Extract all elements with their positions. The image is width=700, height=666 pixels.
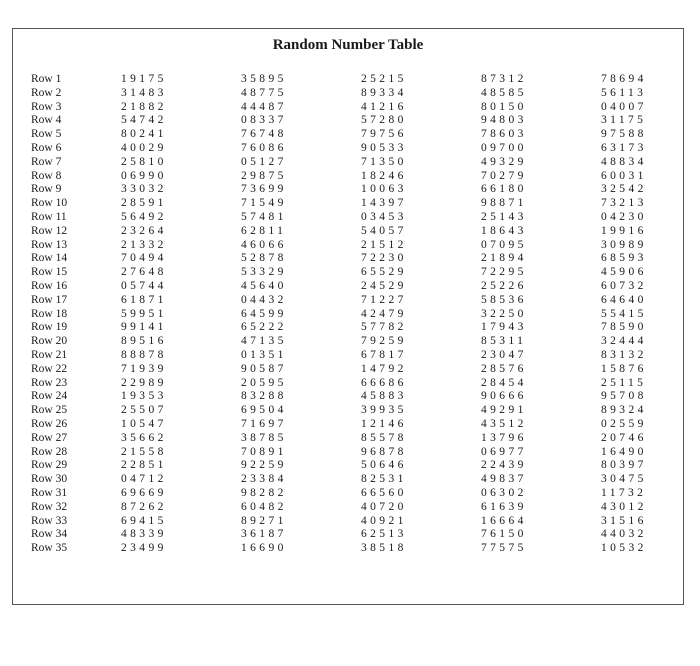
digit-block: 60732 (601, 279, 647, 292)
digit-block: 06990 (121, 169, 167, 182)
digit-block: 79756 (361, 128, 407, 141)
digit-block: 45883 (361, 390, 407, 403)
digit-block: 62811 (241, 224, 287, 237)
digit-block: 44487 (241, 100, 287, 113)
digit-block: 10547 (121, 417, 167, 430)
digit-block: 04007 (601, 100, 647, 113)
digit-block: 49837 (481, 473, 527, 486)
digit-block: 99141 (121, 321, 167, 334)
table-row (31, 87, 700, 101)
digit-block: 22851 (121, 459, 167, 472)
digit-block: 31483 (121, 86, 167, 99)
row-label: Row 11 (31, 210, 67, 223)
digit-block: 21512 (361, 238, 407, 251)
digit-block: 95708 (601, 390, 647, 403)
row-label: Row 33 (31, 514, 68, 527)
digit-block: 30475 (601, 473, 647, 486)
table-row (31, 114, 700, 128)
digit-block: 68593 (601, 252, 647, 265)
digit-block: 43012 (601, 500, 647, 513)
table-row (31, 280, 700, 294)
digit-block: 21332 (121, 238, 167, 251)
digit-block: 61639 (481, 500, 527, 513)
row-label: Row 7 (31, 155, 62, 168)
digit-block: 47135 (241, 335, 287, 348)
digit-block: 23264 (121, 224, 167, 237)
digit-block: 48834 (601, 155, 647, 168)
digit-block: 54057 (361, 224, 407, 237)
digit-block: 18246 (361, 169, 407, 182)
row-label: Row 31 (31, 486, 68, 499)
digit-block: 38518 (361, 542, 407, 555)
digit-block: 20595 (241, 376, 287, 389)
digit-block: 32250 (481, 307, 527, 320)
digit-block: 94803 (481, 114, 527, 127)
digit-block: 76150 (481, 528, 527, 541)
digit-block: 90587 (241, 362, 287, 375)
digit-block: 25143 (481, 210, 527, 223)
row-label: Row 2 (31, 86, 62, 99)
digit-block: 71350 (361, 155, 407, 168)
digit-block: 66180 (481, 183, 527, 196)
table-row (31, 528, 700, 542)
digit-block: 64640 (601, 293, 647, 306)
table-row (31, 128, 700, 142)
digit-block: 98871 (481, 197, 527, 210)
digit-block: 25810 (121, 155, 167, 168)
table-row (31, 239, 700, 253)
digit-block: 54742 (121, 114, 167, 127)
digit-block: 42479 (361, 307, 407, 320)
digit-block: 39935 (361, 404, 407, 417)
table-row (31, 432, 700, 446)
digit-block: 80241 (121, 128, 167, 141)
digit-block: 50646 (361, 459, 407, 472)
digit-block: 40921 (361, 514, 407, 527)
digit-block: 80397 (601, 459, 647, 472)
row-label: Row 8 (31, 169, 62, 182)
digit-block: 96878 (361, 445, 407, 458)
row-label: Row 25 (31, 404, 68, 417)
digit-block: 22989 (121, 376, 167, 389)
digit-block: 85311 (481, 335, 527, 348)
digit-block: 71697 (241, 417, 287, 430)
digit-block: 40720 (361, 500, 407, 513)
digit-block: 10532 (601, 542, 647, 555)
row-label: Row 30 (31, 473, 68, 486)
digit-block: 78603 (481, 128, 527, 141)
digit-block: 58536 (481, 293, 527, 306)
digit-block: 25226 (481, 279, 527, 292)
digit-block: 05744 (121, 279, 167, 292)
table-row (31, 542, 700, 556)
row-label: Row 6 (31, 141, 62, 154)
digit-block: 23384 (241, 473, 287, 486)
table-row (31, 156, 700, 170)
digit-block: 90666 (481, 390, 527, 403)
digit-block: 43512 (481, 417, 527, 430)
digit-block: 80150 (481, 100, 527, 113)
digit-block: 08337 (241, 114, 287, 127)
digit-block: 21882 (121, 100, 167, 113)
digit-block: 41216 (361, 100, 407, 113)
digit-block: 83132 (601, 348, 647, 361)
digit-block: 67817 (361, 348, 407, 361)
row-label: Row 23 (31, 376, 68, 389)
table-row (31, 446, 700, 460)
digit-block: 79259 (361, 335, 407, 348)
table-row (31, 170, 700, 184)
digit-block: 60482 (241, 500, 287, 513)
digit-block: 07095 (481, 238, 527, 251)
digit-block: 70279 (481, 169, 527, 182)
digit-block: 35662 (121, 431, 167, 444)
digit-block: 23047 (481, 348, 527, 361)
table-row (31, 363, 700, 377)
digit-block: 89334 (361, 86, 407, 99)
table-row (31, 142, 700, 156)
table-row (31, 308, 700, 322)
digit-block: 13796 (481, 431, 527, 444)
digit-block: 49329 (481, 155, 527, 168)
digit-block: 69415 (121, 514, 167, 527)
row-label: Row 29 (31, 459, 68, 472)
digit-block: 71939 (121, 362, 167, 375)
digit-block: 66560 (361, 486, 407, 499)
digit-block: 12146 (361, 417, 407, 430)
digit-block: 65222 (241, 321, 287, 334)
digit-block: 82531 (361, 473, 407, 486)
digit-block: 40029 (121, 141, 167, 154)
table-row (31, 418, 700, 432)
digit-block: 73699 (241, 183, 287, 196)
digit-block: 87262 (121, 500, 167, 513)
row-label: Row 9 (31, 183, 62, 196)
table-row (31, 349, 700, 363)
digit-block: 46066 (241, 238, 287, 251)
digit-block: 02559 (601, 417, 647, 430)
table-row (31, 459, 700, 473)
digit-block: 48775 (241, 86, 287, 99)
digit-block: 62513 (361, 528, 407, 541)
digit-block: 04432 (241, 293, 287, 306)
row-label: Row 21 (31, 348, 68, 361)
row-label: Row 35 (31, 542, 68, 555)
digit-block: 45640 (241, 279, 287, 292)
digit-block: 36187 (241, 528, 287, 541)
digit-block: 19353 (121, 390, 167, 403)
digit-block: 27648 (121, 266, 167, 279)
digit-block: 87312 (481, 73, 527, 85)
table-row (31, 266, 700, 280)
digit-block: 78590 (601, 321, 647, 334)
digit-block: 16690 (241, 542, 287, 555)
digit-block: 61871 (121, 293, 167, 306)
digit-block: 55415 (601, 307, 647, 320)
table-row (31, 473, 700, 487)
digit-block: 28576 (481, 362, 527, 375)
table-row (31, 377, 700, 391)
digit-block: 38785 (241, 431, 287, 444)
digit-block: 28454 (481, 376, 527, 389)
row-label: Row 19 (31, 321, 68, 334)
digit-block: 71549 (241, 197, 287, 210)
digit-block: 09700 (481, 141, 527, 154)
digit-block: 16490 (601, 445, 647, 458)
row-label: Row 10 (31, 197, 68, 210)
digit-block: 04230 (601, 210, 647, 223)
digit-block: 76086 (241, 141, 287, 154)
digit-block: 71227 (361, 293, 407, 306)
digit-block: 14792 (361, 362, 407, 375)
digit-block: 69504 (241, 404, 287, 417)
digit-block: 23499 (121, 542, 167, 555)
digit-block: 66686 (361, 376, 407, 389)
digit-block: 03453 (361, 210, 407, 223)
digit-block: 72230 (361, 252, 407, 265)
digit-block: 77575 (481, 542, 527, 555)
digit-block: 11732 (601, 486, 647, 499)
table-row (31, 197, 700, 211)
row-label: Row 17 (31, 293, 68, 306)
digit-block: 21894 (481, 252, 527, 265)
digit-block: 98282 (241, 486, 287, 499)
digit-block: 65529 (361, 266, 407, 279)
digit-block: 16664 (481, 514, 527, 527)
digit-block: 97588 (601, 128, 647, 141)
digit-block: 32444 (601, 335, 647, 348)
digit-block: 57280 (361, 114, 407, 127)
row-label: Row 28 (31, 445, 68, 458)
digit-block: 48339 (121, 528, 167, 541)
table-row (31, 515, 700, 529)
digit-block: 45906 (601, 266, 647, 279)
digit-block: 15876 (601, 362, 647, 375)
table-title: Random Number Table (272, 37, 424, 53)
digit-block: 28591 (121, 197, 167, 210)
digit-block: 57782 (361, 321, 407, 334)
digit-block: 25215 (361, 73, 407, 85)
row-label: Row 27 (31, 431, 68, 444)
digit-block: 52878 (241, 252, 287, 265)
table-row (31, 252, 700, 266)
table-row (31, 294, 700, 308)
row-label: Row 32 (31, 500, 68, 513)
table-row (31, 73, 700, 87)
digit-block: 25115 (601, 376, 647, 389)
digit-block: 35895 (241, 73, 287, 85)
row-label: Row 13 (31, 238, 68, 251)
row-label: Row 5 (31, 128, 62, 141)
digit-block: 01351 (241, 348, 287, 361)
digit-block: 64599 (241, 307, 287, 320)
row-label: Row 15 (31, 266, 68, 279)
row-label: Row 34 (31, 528, 68, 541)
row-label: Row 22 (31, 362, 68, 375)
table-row (31, 183, 700, 197)
table-row (31, 404, 700, 418)
row-label: Row 18 (31, 307, 68, 320)
digit-block: 05127 (241, 155, 287, 168)
digit-block: 29875 (241, 169, 287, 182)
digit-block: 32542 (601, 183, 647, 196)
digit-block: 85578 (361, 431, 407, 444)
digit-block: 20746 (601, 431, 647, 444)
digit-block: 57481 (241, 210, 287, 223)
digit-block: 90533 (361, 141, 407, 154)
random-number-table (12, 28, 684, 605)
digit-block: 18643 (481, 224, 527, 237)
digit-block: 69669 (121, 486, 167, 499)
digit-block: 33032 (121, 183, 167, 196)
digit-block: 72295 (481, 266, 527, 279)
row-label: Row 24 (31, 390, 68, 403)
digit-block: 25507 (121, 404, 167, 417)
digit-block: 49291 (481, 404, 527, 417)
digit-block: 30989 (601, 238, 647, 251)
digit-block: 89271 (241, 514, 287, 527)
table-row (31, 101, 700, 115)
digit-block: 89324 (601, 404, 647, 417)
digit-block: 89516 (121, 335, 167, 348)
digit-block: 59951 (121, 307, 167, 320)
digit-block: 88878 (121, 348, 167, 361)
table-row (31, 390, 700, 404)
digit-block: 48585 (481, 86, 527, 99)
digit-block: 63173 (601, 141, 647, 154)
digit-block: 14397 (361, 197, 407, 210)
digit-block: 22439 (481, 459, 527, 472)
digit-block: 76748 (241, 128, 287, 141)
table-row (31, 501, 700, 515)
digit-block: 53329 (241, 266, 287, 279)
digit-block: 21558 (121, 445, 167, 458)
row-label: Row 3 (31, 100, 62, 113)
table-row (31, 211, 700, 225)
digit-block: 19175 (121, 73, 167, 85)
row-label: Row 12 (31, 224, 68, 237)
row-label: Row 14 (31, 252, 68, 265)
digit-block: 60031 (601, 169, 647, 182)
digit-block: 06302 (481, 486, 527, 499)
table-row (31, 321, 700, 335)
digit-block: 70891 (241, 445, 287, 458)
digit-block: 56113 (601, 86, 647, 99)
row-label: Row 4 (31, 114, 62, 127)
digit-block: 44032 (601, 528, 647, 541)
digit-block: 24529 (361, 279, 407, 292)
digit-block: 73213 (601, 197, 647, 210)
table-row (31, 225, 700, 239)
digit-block: 56492 (121, 210, 167, 223)
row-label: Row 16 (31, 279, 68, 292)
digit-block: 31175 (601, 114, 647, 127)
digit-block: 17943 (481, 321, 527, 334)
digit-block: 83288 (241, 390, 287, 403)
digit-block: 31516 (601, 514, 647, 527)
digit-block: 10063 (361, 183, 407, 196)
table-rows (31, 73, 700, 556)
digit-block: 70494 (121, 252, 167, 265)
table-row (31, 487, 700, 501)
digit-block: 19916 (601, 224, 647, 237)
table-row (31, 335, 700, 349)
row-label: Row 20 (31, 335, 68, 348)
digit-block: 92259 (241, 459, 287, 472)
row-label: Row 1 (31, 73, 62, 85)
digit-block: 06977 (481, 445, 527, 458)
row-label: Row 26 (31, 417, 68, 430)
digit-block: 04712 (121, 473, 167, 486)
digit-block: 78694 (601, 73, 647, 85)
